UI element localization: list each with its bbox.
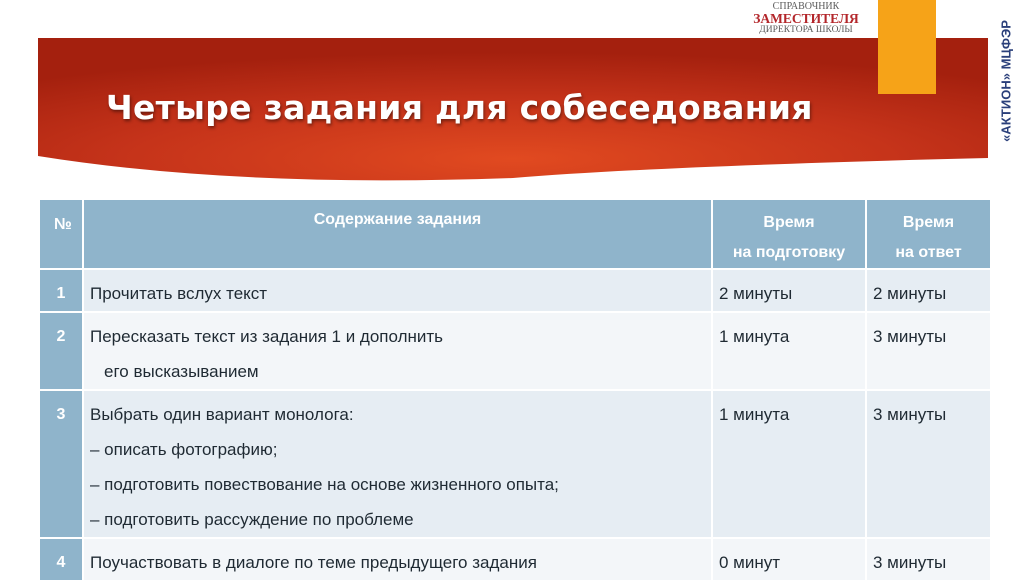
- tasks-table: [40, 200, 990, 580]
- row-prep-time: 1 минута: [713, 311, 867, 389]
- orange-accent-tab: [878, 0, 936, 94]
- row-content: Прочитать вслух текст: [84, 268, 713, 311]
- row-num: 2: [40, 311, 84, 389]
- logo-line-1: СПРАВОЧНИК: [772, 1, 840, 12]
- row-num: 4: [40, 537, 84, 580]
- table-header-row: [40, 200, 990, 268]
- row-answer-time: 3 минуты: [867, 389, 990, 537]
- table-row: [40, 389, 990, 537]
- header-prep-line-1: Время: [763, 214, 815, 231]
- header-content: Содержание задания: [84, 200, 713, 268]
- row-num: 3: [40, 389, 84, 537]
- aktion-logo-text: «АКТИОН» МЦФЭР: [998, 20, 1014, 142]
- logo-line-3: ДИРЕКТОРА ШКОЛЫ: [759, 25, 853, 35]
- table-row: [40, 268, 990, 311]
- row-answer-time: 3 минуты: [867, 311, 990, 389]
- row-answer-time: 3 минуты: [867, 537, 990, 580]
- logo-line-2: ЗАМЕСТИТЕЛЯ: [753, 11, 859, 26]
- row-content: Поучаствовать в диалоге по теме предыдущего задания: [84, 537, 713, 580]
- page-title: Четыре задания для собеседования: [106, 88, 813, 127]
- header-answer-line-2: на ответ: [895, 244, 962, 261]
- row-content: Выбрать один вариант монолога: – описать фотографию; – подготовить повествование на основе жизненного опыта; – подготовить рассуждение по проблеме: [84, 389, 713, 537]
- table-row: [40, 311, 990, 389]
- row-prep-time: 0 минут: [713, 537, 867, 580]
- row-content: Пересказать текст из задания 1 и дополнить его высказыванием: [84, 311, 713, 389]
- header-prep-line-2: на подготовку: [732, 244, 846, 261]
- header-answer-line-1: Время: [902, 214, 955, 231]
- publisher-logo: [740, 1, 872, 35]
- header-answer-time: [867, 200, 990, 268]
- header-num: №: [40, 200, 84, 268]
- row-answer-time: 2 минуты: [867, 268, 990, 311]
- row-prep-time: 1 минута: [713, 389, 867, 537]
- row-prep-time: 2 минуты: [713, 268, 867, 311]
- header-prep-time: [713, 200, 867, 268]
- aktion-logo: [994, 6, 1018, 156]
- row-num: 1: [40, 268, 84, 311]
